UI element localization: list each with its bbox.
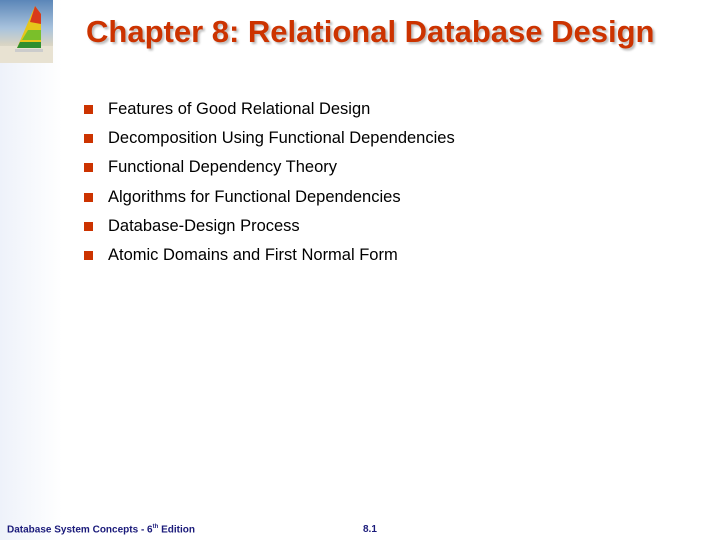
list-item	[84, 95, 455, 124]
list-item	[84, 153, 455, 182]
list-item	[84, 183, 455, 212]
square-bullet-icon	[84, 134, 93, 143]
square-bullet-icon	[84, 193, 93, 202]
sailboat-logo	[0, 0, 53, 63]
bullet-list	[84, 95, 455, 270]
list-item	[84, 241, 455, 270]
square-bullet-icon	[84, 105, 93, 114]
bullet-text: Decomposition Using Functional Dependencies	[108, 129, 455, 148]
square-bullet-icon	[84, 222, 93, 231]
bullet-text: Atomic Domains and First Normal Form	[108, 246, 398, 265]
bullet-text: Features of Good Relational Design	[108, 100, 371, 119]
slide-title: Chapter 8: Relational Database Design	[86, 14, 655, 49]
bullet-text: Algorithms for Functional Dependencies	[108, 187, 401, 206]
side-strip	[0, 0, 62, 540]
list-item	[84, 212, 455, 241]
footer-sup: th	[152, 524, 159, 530]
bullet-text: Database-Design Process	[108, 216, 300, 235]
square-bullet-icon	[84, 251, 93, 260]
footer-edition: Edition	[158, 524, 195, 536]
square-bullet-icon	[84, 163, 93, 172]
footer-book	[7, 524, 195, 535]
list-item	[84, 124, 455, 153]
page-number: 8.1	[363, 524, 377, 535]
bullet-text: Functional Dependency Theory	[108, 158, 338, 177]
footer-book-text: Database System Concepts - 6	[7, 524, 153, 536]
